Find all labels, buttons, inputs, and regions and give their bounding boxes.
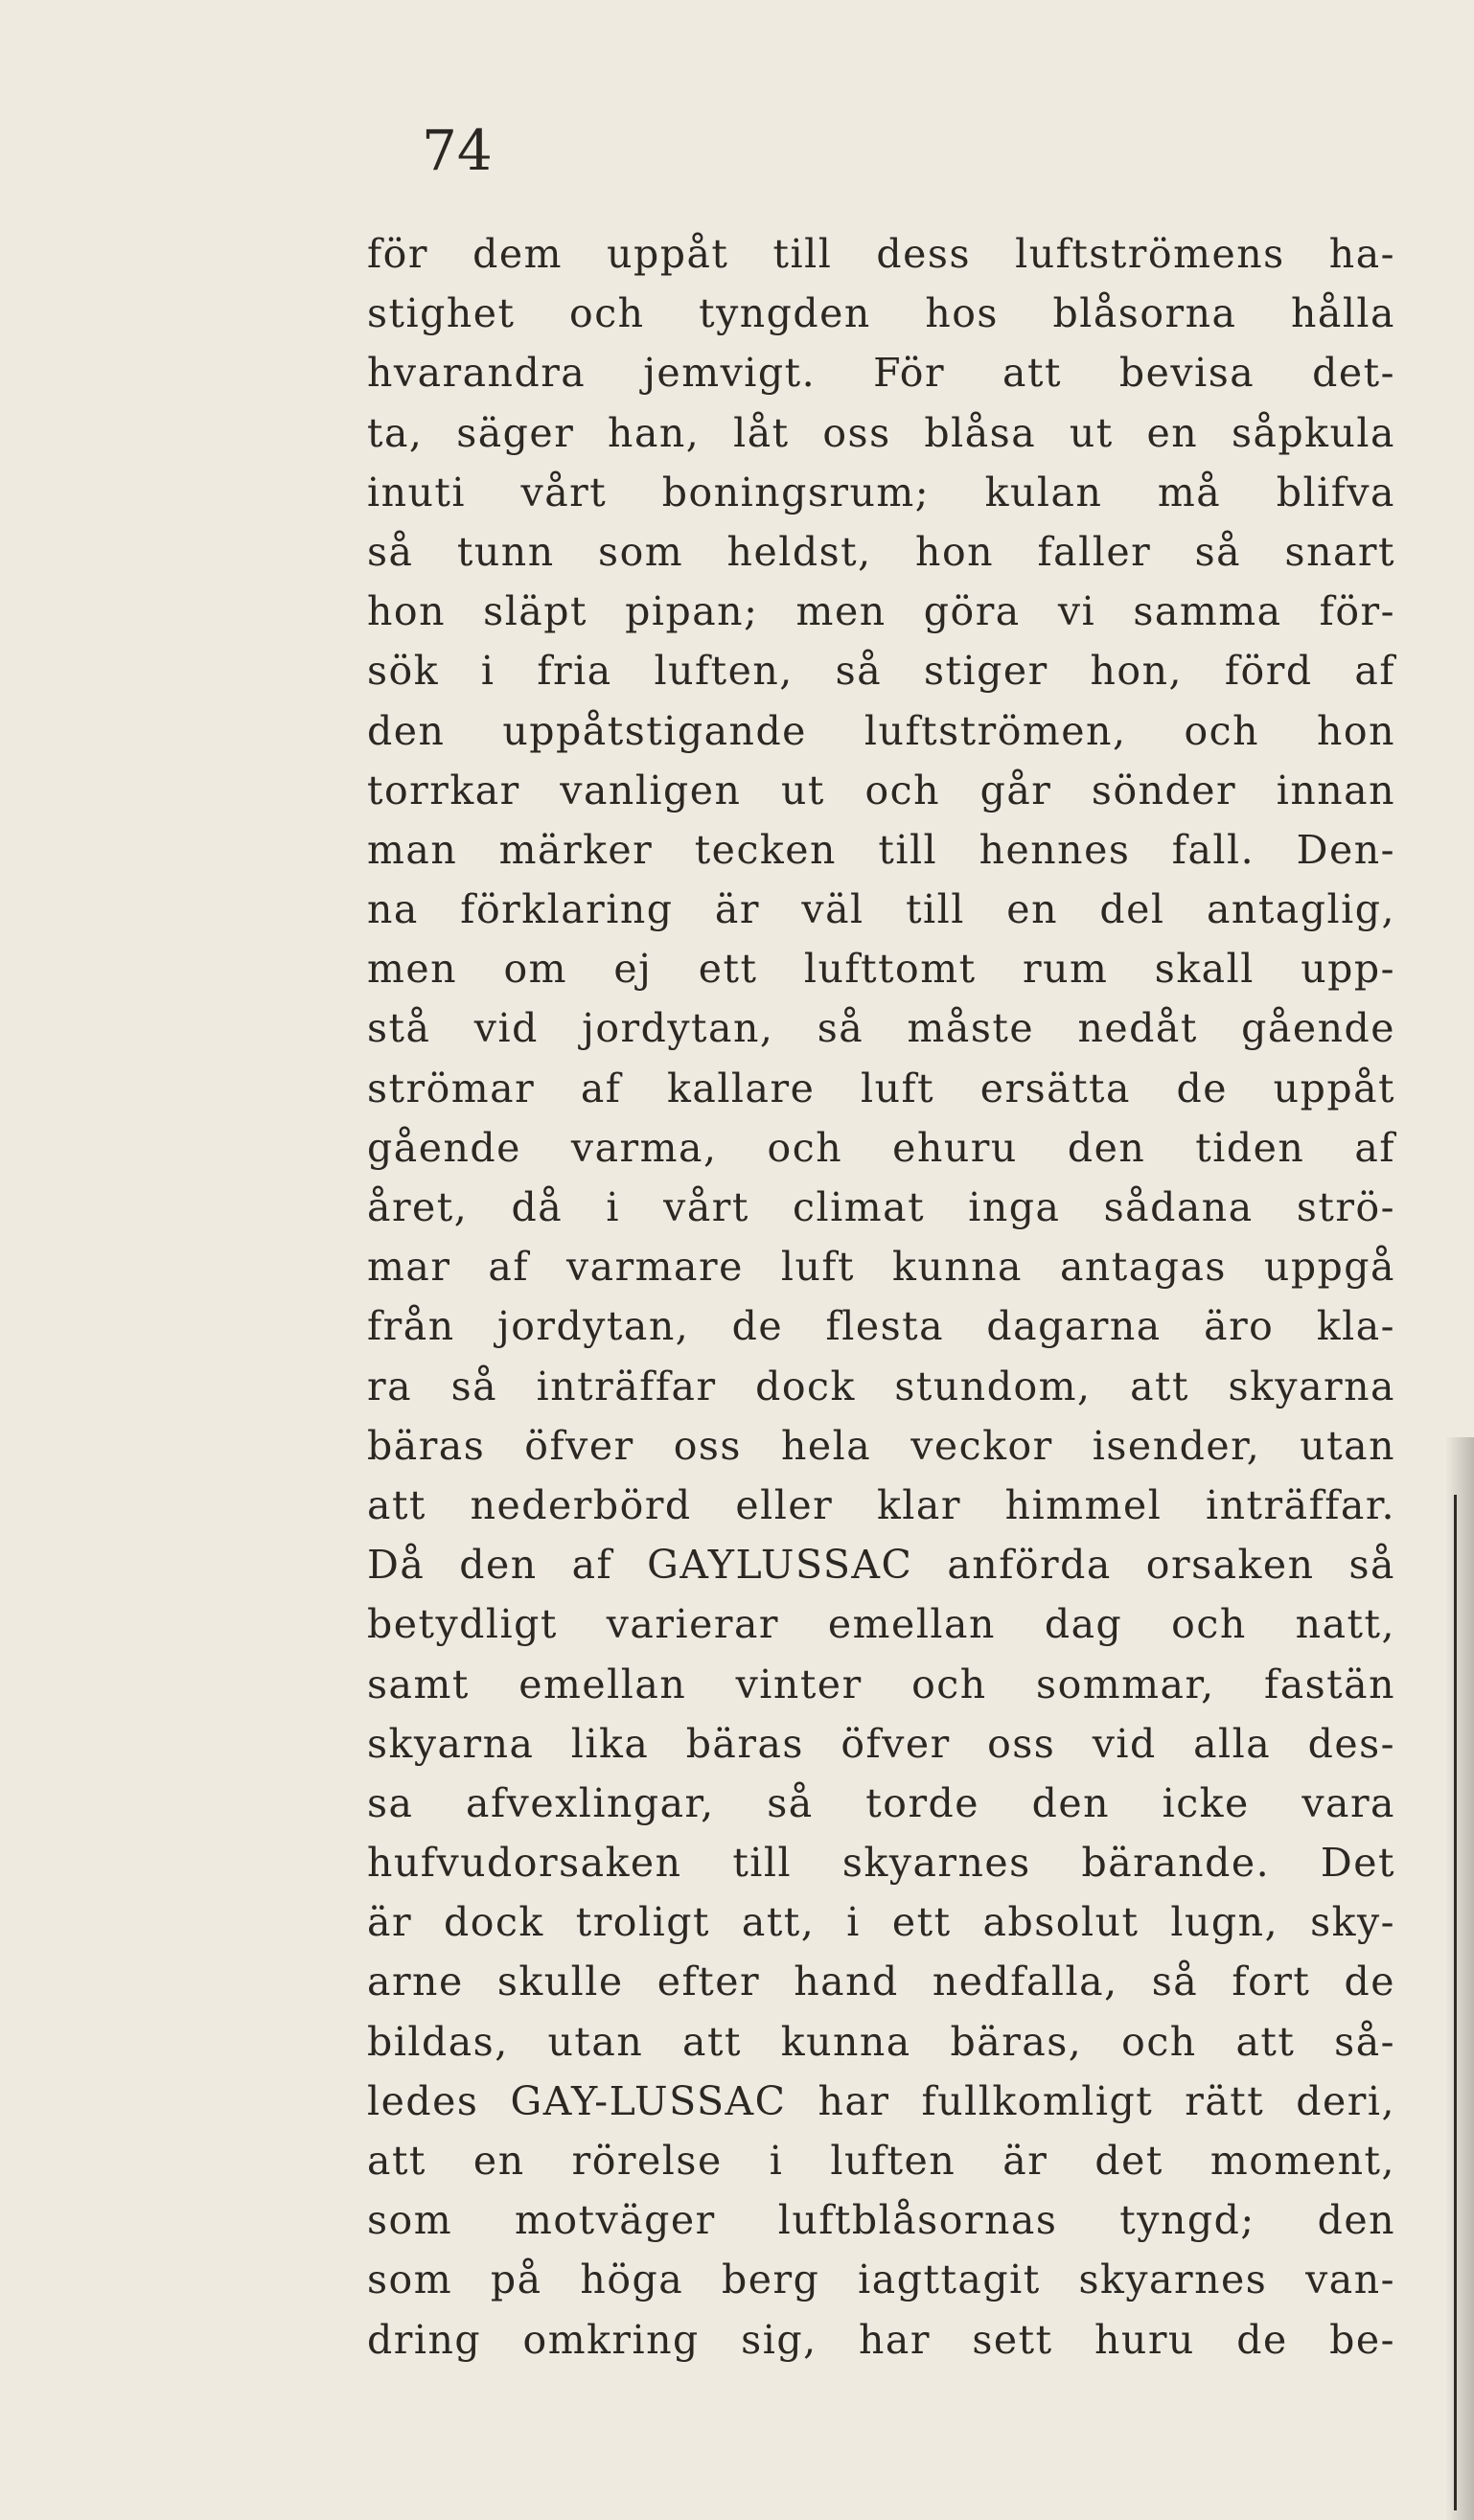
text-line: bäras öfver oss hela veckor isender, utan [367,1422,1395,1469]
text-line: stå vid jordytan, så måste nedåt gående [367,1005,1395,1052]
text-line: gående varma, och ehuru den tiden af [367,1124,1395,1171]
text-line: stighet och tyngden hos blåsorna hålla [367,290,1395,337]
text-line: sa afvexlingar, så torde den icke vara [367,1779,1395,1826]
text-line: som på höga berg iagttagit skyarnes van- [367,2257,1395,2303]
text-line: dring omkring sig, har sett huru de be- [367,2316,1395,2363]
page-number: 74 [422,118,493,183]
text-line: så tunn som heldst, hon faller så snart [367,528,1395,575]
page-edge-line [1454,1495,1457,2510]
text-line: från jordytan, de flesta dagarna äro kla- [367,1303,1395,1350]
text-line: för dem uppåt till dess luftströmens ha- [367,231,1395,277]
text-line: den uppåtstigande luftströmen, och hon [367,707,1395,754]
text-line: ta, säger han, låt oss blåsa ut en såpkula [367,409,1395,456]
text-line: betydligt varierar emellan dag och natt, [367,1601,1395,1648]
text-line: torrkar vanligen ut och går sönder innan [367,767,1395,813]
text-line: ledes GAY-LUSSAC har fullkomligt rätt deri, [367,2077,1395,2124]
text-line: att en rörelse i luften är det moment, [367,2138,1395,2184]
text-line: hufvudorsaken till skyarnes bärande. Det [367,1840,1395,1887]
text-line: skyarna lika bäras öfver oss vid alla des- [367,1720,1395,1767]
text-line: Då den af GAYLUSSAC anförda orsaken så [367,1542,1395,1589]
text-line: året, då i vårt climat inga sådana strö- [367,1184,1395,1230]
text-line: att nederbörd eller klar himmel inträffar. [367,1481,1395,1528]
text-line: inuti vårt boningsrum; kulan må blifva [367,469,1395,515]
text-line: hon släpt pipan; men göra vi samma för- [367,588,1395,635]
text-line: som motväger luftblåsornas tyngd; den [367,2197,1395,2244]
text-line: man märker tecken till hennes fall. Den- [367,826,1395,873]
page-edge-shadow [1445,1437,1474,2520]
body-text [367,224,1395,2370]
text-line: samt emellan vinter och sommar, fastän [367,1661,1395,1707]
text-line: arne skulle efter hand nedfalla, så fort de [367,1959,1395,2005]
text-line: strömar af kallare luft ersätta de uppåt [367,1065,1395,1111]
text-line: mar af varmare luft kunna antagas uppgå [367,1244,1395,1291]
text-line: sök i fria luften, så stiger hon, förd af [367,648,1395,695]
text-line: ra så inträffar dock stundom, att skyarna [367,1363,1395,1409]
text-line: na förklaring är väl till en del antaglig, [367,886,1395,933]
text-line: men om ej ett lufttomt rum skall upp- [367,946,1395,993]
text-line: är dock troligt att, i ett absolut lugn, sky- [367,1899,1395,1946]
text-line: bildas, utan att kunna bäras, och att så- [367,2018,1395,2065]
text-line: hvarandra jemvigt. För att bevisa det- [367,350,1395,397]
